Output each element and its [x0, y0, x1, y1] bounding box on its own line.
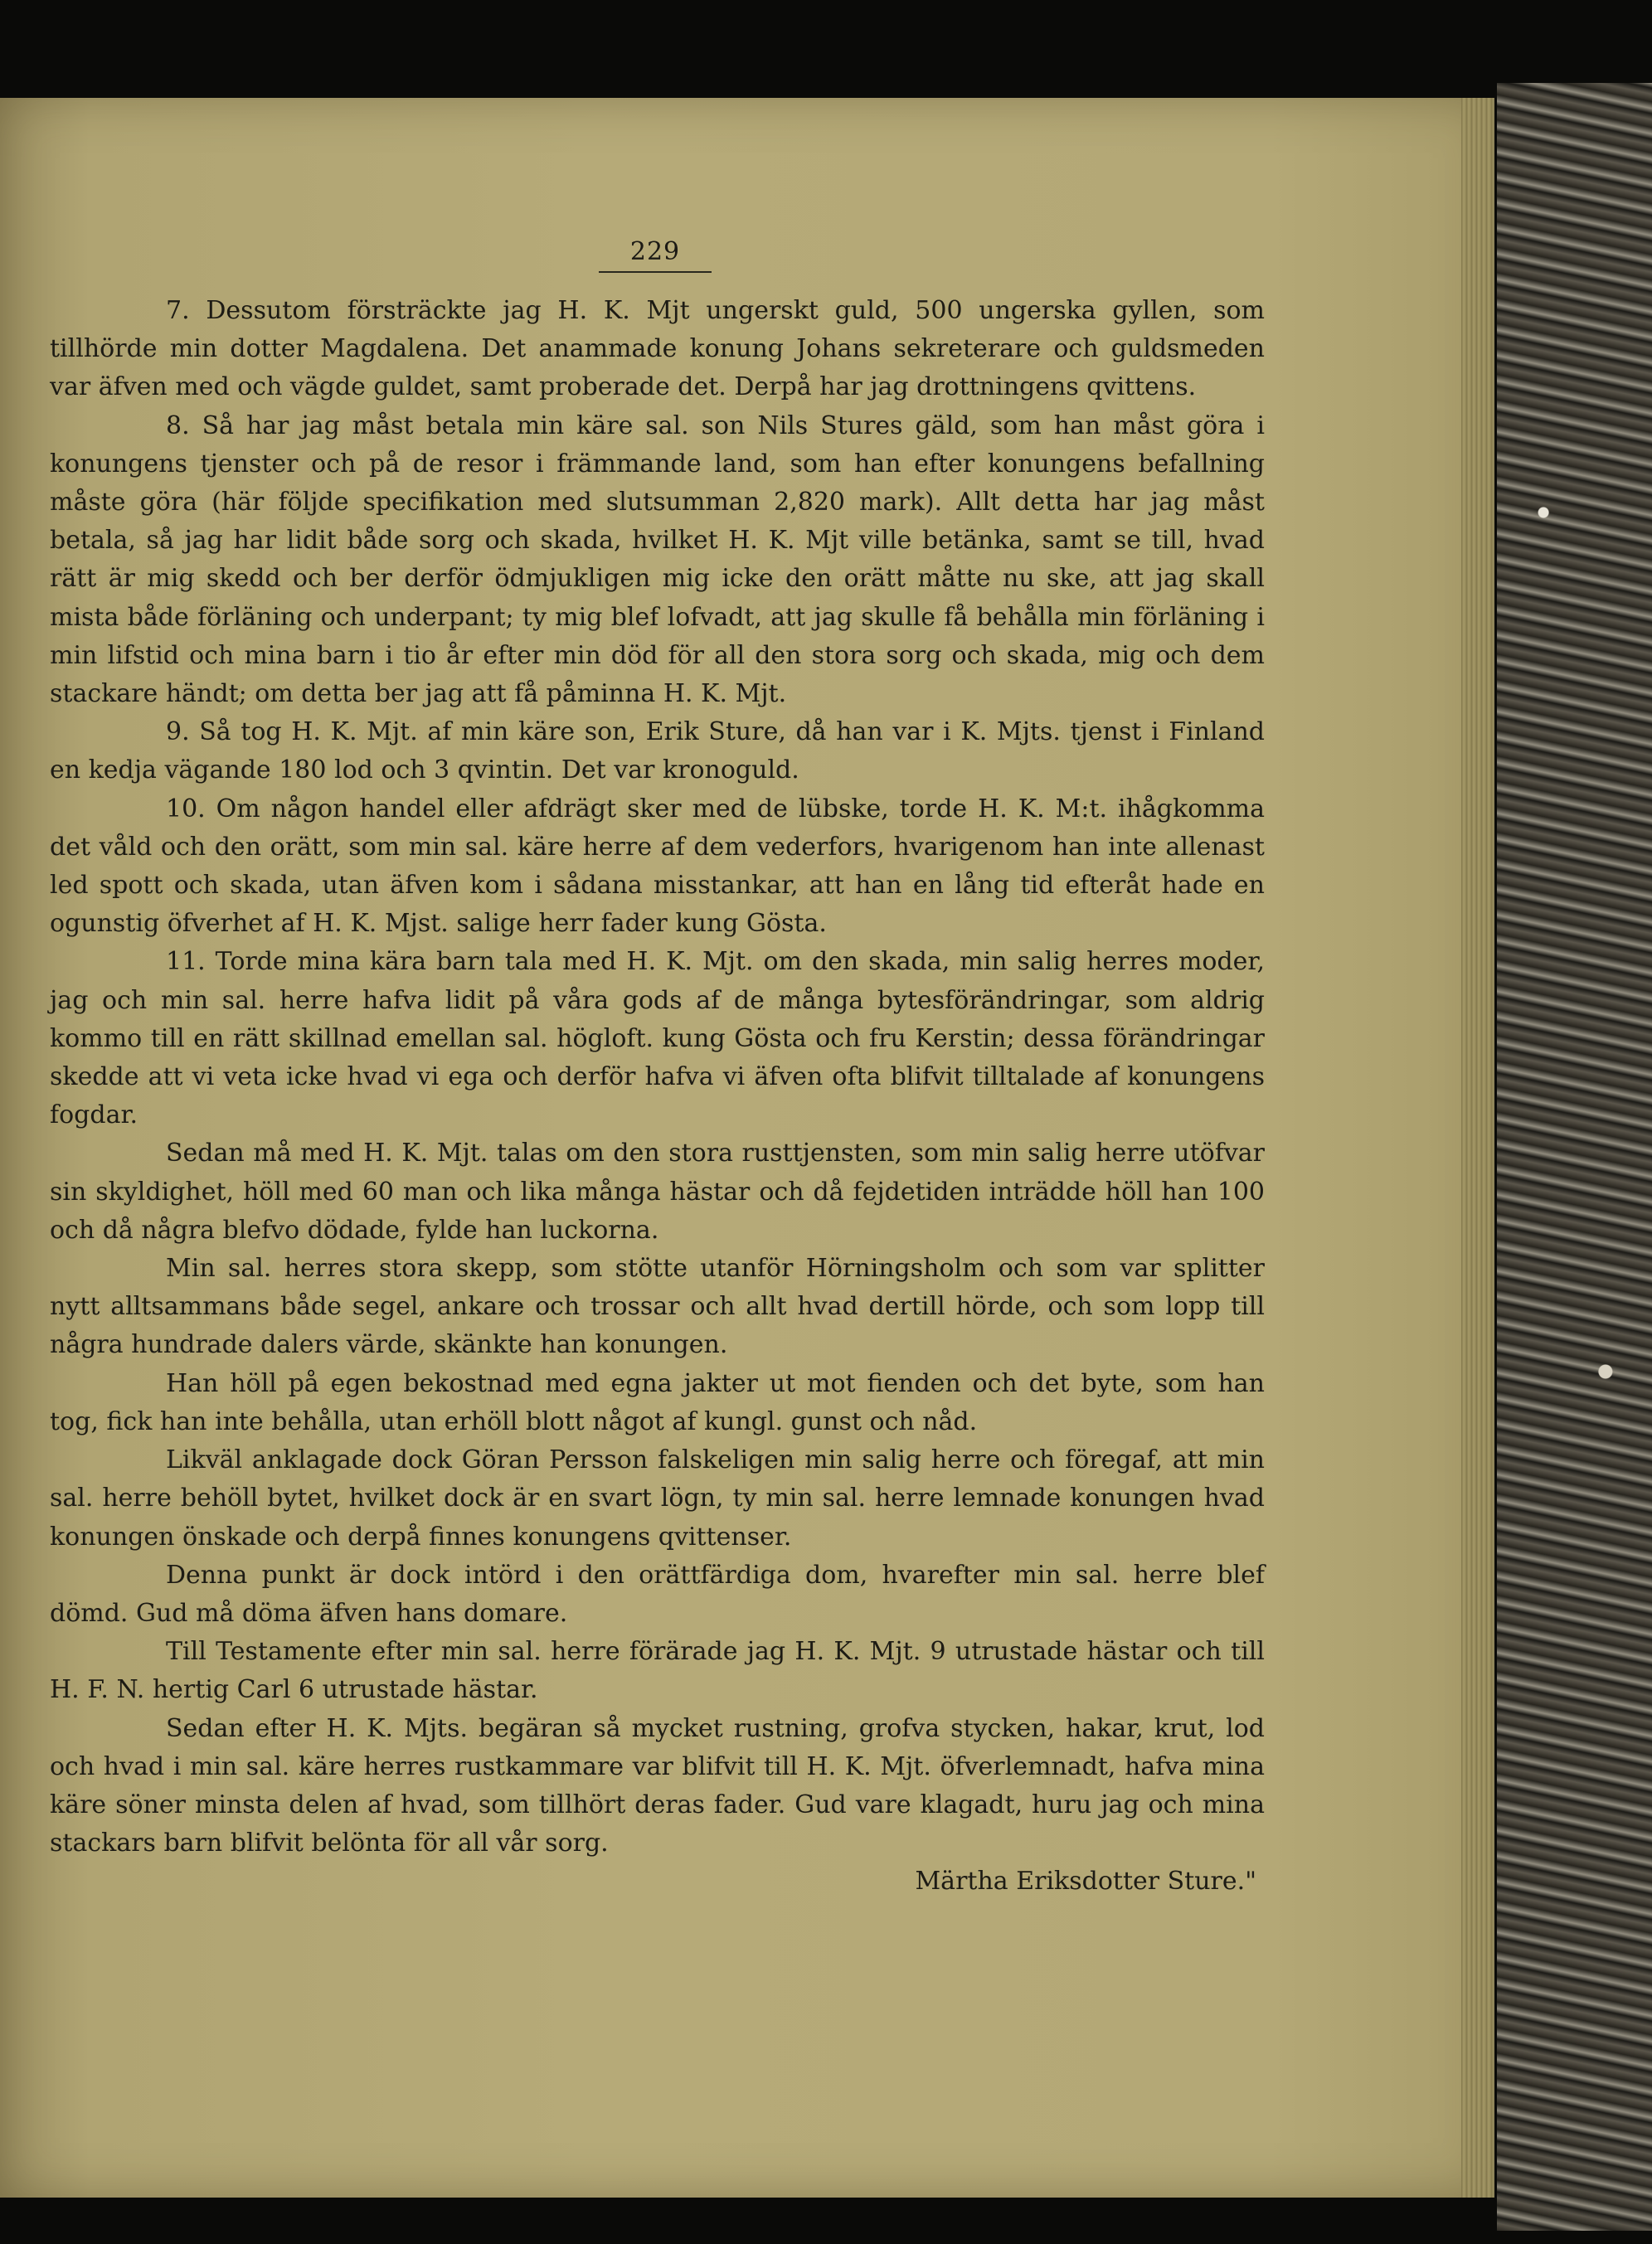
paragraph: Han höll på egen bekostnad med egna jakter ut mot fienden och det byte, som han tog, fick han inte behålla, utan erhöll blott något af kungl. gunst och nåd. [50, 1368, 1265, 1436]
paragraph: Sedan må med H. K. Mjt. talas om den stora rusttjensten, som min salig herre utöfvar sin skyldighet, höll med 60 man och lika många hästar och då fejdetiden inträdde höll han 100 och då några blefvo dödade, fylde han luckorna. [50, 1139, 1265, 1245]
paragraph: 8. Så har jag måst betala min käre sal. son Nils Stures gäld, som han måst göra i konungens tjenster och på de resor i främmande land, som han efter konungens befallning måste göra (här följde specifikation med slutsumman 2,820 mark). Allt detta har jag måst betala, så jag har lidit både sorg och skada, hvilket H. K. Mjt ville betänka, samt se till, hvad rätt är mig skedd och ber derför ödmjukligen mig icke den orätt måtte nu ske, att jag skall mista både förläning och underpant; ty mig blef lofvadt, att jag skulle få behålla min förläning i min lifstid och mina barn i tio år efter min död för all den stora sorg och skada, mig och dem stackare händt; om detta ber jag att få påminna H. K. Mjt. [50, 410, 1265, 709]
paragraph: Min sal. herres stora skepp, som stötte utanför Hörningsholm och som var splitter nytt alltsammans både segel, ankare och trossar och allt hvad dertill hörde, och som lopp till några hundrade dalers värde, skänkte han konungen. [50, 1254, 1265, 1360]
paragraph: 9. Så tog H. K. Mjt. af min käre son, Erik Sture, då han var i K. Mjts. tjenst i Finland en kedja vägande 180 lod och 3 qvintin. Det var kronoguld. [50, 717, 1265, 785]
paragraph: Likväl anklagade dock Göran Persson falskeligen min salig herre och föregaf, att min sal. herre behöll bytet, hvilket dock är en svart lögn, ty min sal. herre lemnade konungen hvad konungen önskade och derpå finnes konungens qvittenser. [50, 1445, 1265, 1552]
page-number: 229 [599, 237, 712, 273]
paragraph: Sedan efter H. K. Mjts. begäran så mycket rustning, grofva stycken, hakar, krut, lod och hvad i min sal. käre herres rustkammare var blifvit till H. K. Mjt. öfverlemnadt, hafva mina käre söner minsta delen af hvad, som tillhört deras fader. Gud vare klagadt, huru jag och mina stackars barn blifvit belönta för all vår sorg. [50, 1713, 1265, 1858]
signature: Märtha Eriksdotter Sture." [915, 1867, 1256, 1897]
paragraph: Till Testamente efter min sal. herre förärade jag H. K. Mjt. 9 utrustade hästar och till H. F. N. hertig Carl 6 utrustade hästar. [50, 1637, 1265, 1705]
paragraph: 10. Om någon handel eller afdrägt sker med de lübske, torde H. K. M:t. ihågkomma det våld och den orätt, som min sal. käre herre af dem vederfors, hvarigenom han inte allenast led spott och skada, utan äfven kom i sådana misstankar, att han en lång tid efteråt hade en ogunstig öfverhet af H. K. Mjst. salige herr fader kung Gösta. [50, 794, 1265, 939]
paragraph: 7. Dessutom försträckte jag H. K. Mjt ungerskt guld, 500 ungerska gyllen, som tillhörde min dotter Magdalena. Det anammade konung Johans sekreterare och guldsmeden var äfven med och vägde guldet, samt proberade det. Derpå har jag drottningens qvittens. [50, 296, 1265, 402]
page-edge [1461, 98, 1494, 2198]
book-binding [1497, 83, 1652, 2231]
page-text [50, 292, 1265, 1902]
paragraph: Denna punkt är dock intörd i den orättfärdiga dom, hvarefter min sal. herre blef dömd. Gud må döma äfven hans domare. [50, 1560, 1265, 1628]
paragraph: 11. Torde mina kära barn tala med H. K. Mjt. om den skada, min salig herres moder, jag och min sal. herre hafva lidit på våra gods af de många bytesförändringar, som aldrig kommo till en rätt skillnad emellan sal. högloft. kung Gösta och fru Kerstin; dessa förändringar skedde att vi veta icke hvad vi ega och derför hafva vi äfven ofta blifvit tilltalade af konungens fogdar. [50, 947, 1265, 1130]
